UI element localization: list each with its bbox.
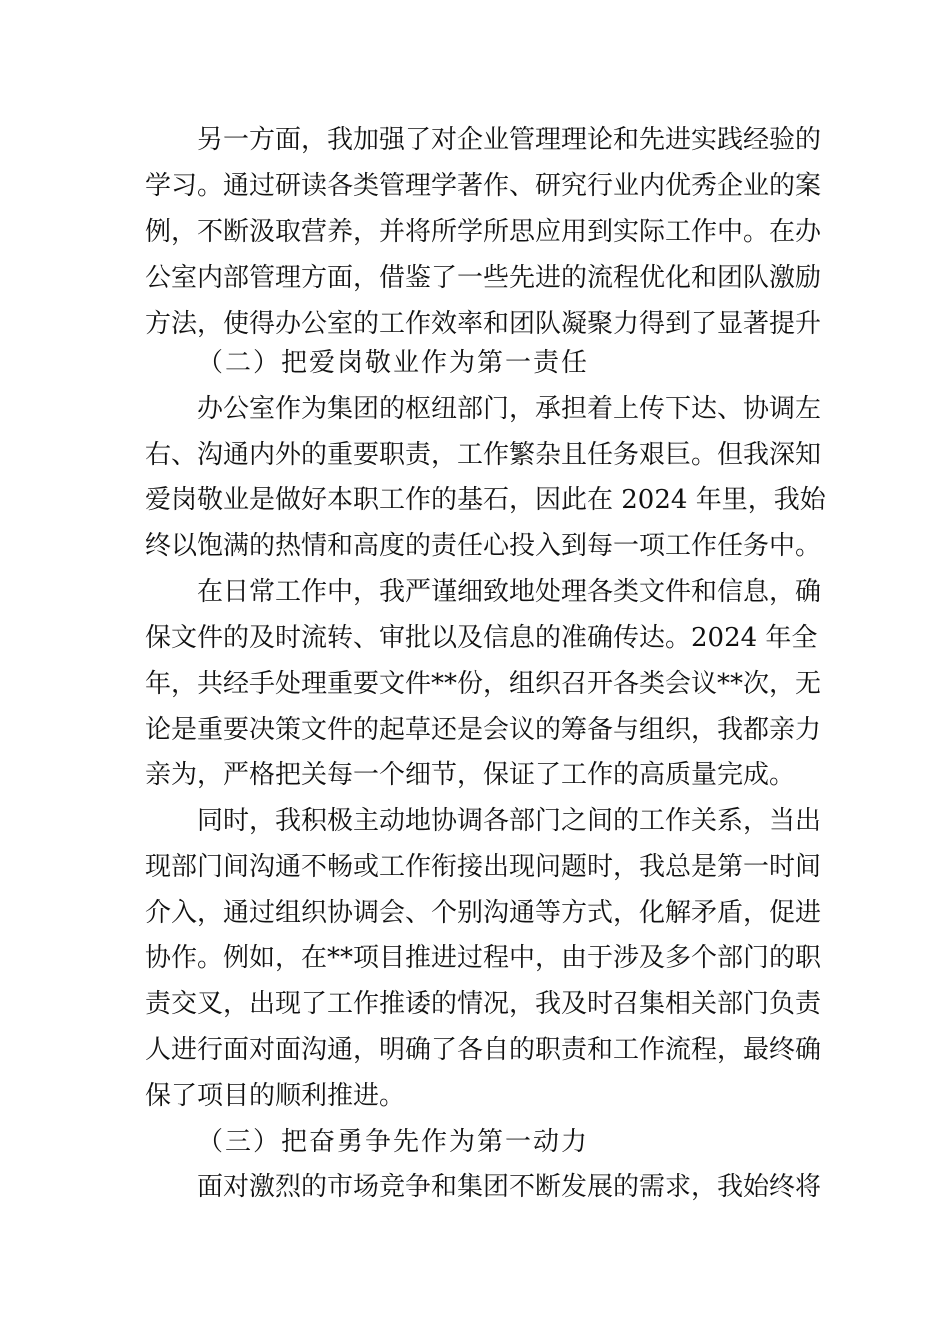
paragraph-line: 例，不断汲取营养，并将所学所思应用到实际工作中。在办 (145, 217, 822, 247)
paragraph-line: 爱岗敬业是做好本职工作的基石，因此在 2024 年里，我始 (145, 485, 826, 515)
paragraph-line: 协作。例如，在**项目推进过程中，由于涉及多个部门的职 (145, 943, 822, 973)
paragraph-line: 学习。通过研读各类管理学著作、研究行业内优秀企业的案 (145, 171, 822, 201)
paragraph-line: 保文件的及时流转、审批以及信息的准确传达。2024 年全 (145, 623, 818, 653)
section-heading: （三）把奋勇争先作为第一动力 (197, 1127, 590, 1157)
section-heading: （二）把爱岗敬业作为第一责任 (197, 348, 590, 378)
paragraph-line: 终以饱满的热情和高度的责任心投入到每一项工作任务中。 (145, 531, 822, 561)
paragraph-line: 人进行面对面沟通，明确了各自的职责和工作流程，最终确 (145, 1035, 822, 1065)
paragraph-line: 右、沟通内外的重要职责，工作繁杂且任务艰巨。但我深知 (145, 440, 822, 470)
paragraph-line: 面对激烈的市场竞争和集团不断发展的需求，我始终将 (197, 1172, 822, 1202)
paragraph-line: 在日常工作中，我严谨细致地处理各类文件和信息，确 (197, 577, 822, 607)
paragraph-line: 另一方面，我加强了对企业管理理论和先进实践经验的 (197, 125, 822, 155)
paragraph-line: 保了项目的顺利推进。 (145, 1081, 406, 1111)
paragraph-line: 论是重要决策文件的起草还是会议的筹备与组织，我都亲力 (145, 715, 822, 745)
paragraph-line: 介入，通过组织协调会、个别沟通等方式，化解矛盾，促进 (145, 898, 822, 928)
paragraph-line: 公室内部管理方面，借鉴了一些先进的流程优化和团队激励 (145, 263, 822, 293)
paragraph-line: 办公室作为集团的枢纽部门，承担着上传下达、协调左 (197, 394, 822, 424)
paragraph-line: 方法，使得办公室的工作效率和团队凝聚力得到了显著提升 (145, 309, 822, 339)
paragraph-line: 现部门间沟通不畅或工作衔接出现问题时，我总是第一时间 (145, 852, 822, 882)
paragraph-line: 同时，我积极主动地协调各部门之间的工作关系，当出 (197, 806, 822, 836)
paragraph-line: 责交叉，出现了工作推诿的情况，我及时召集相关部门负责 (145, 989, 822, 1019)
paragraph-line: 年，共经手处理重要文件**份，组织召开各类会议**次，无 (145, 669, 822, 699)
paragraph-line: 亲为，严格把关每一个细节，保证了工作的高质量完成。 (145, 760, 796, 790)
